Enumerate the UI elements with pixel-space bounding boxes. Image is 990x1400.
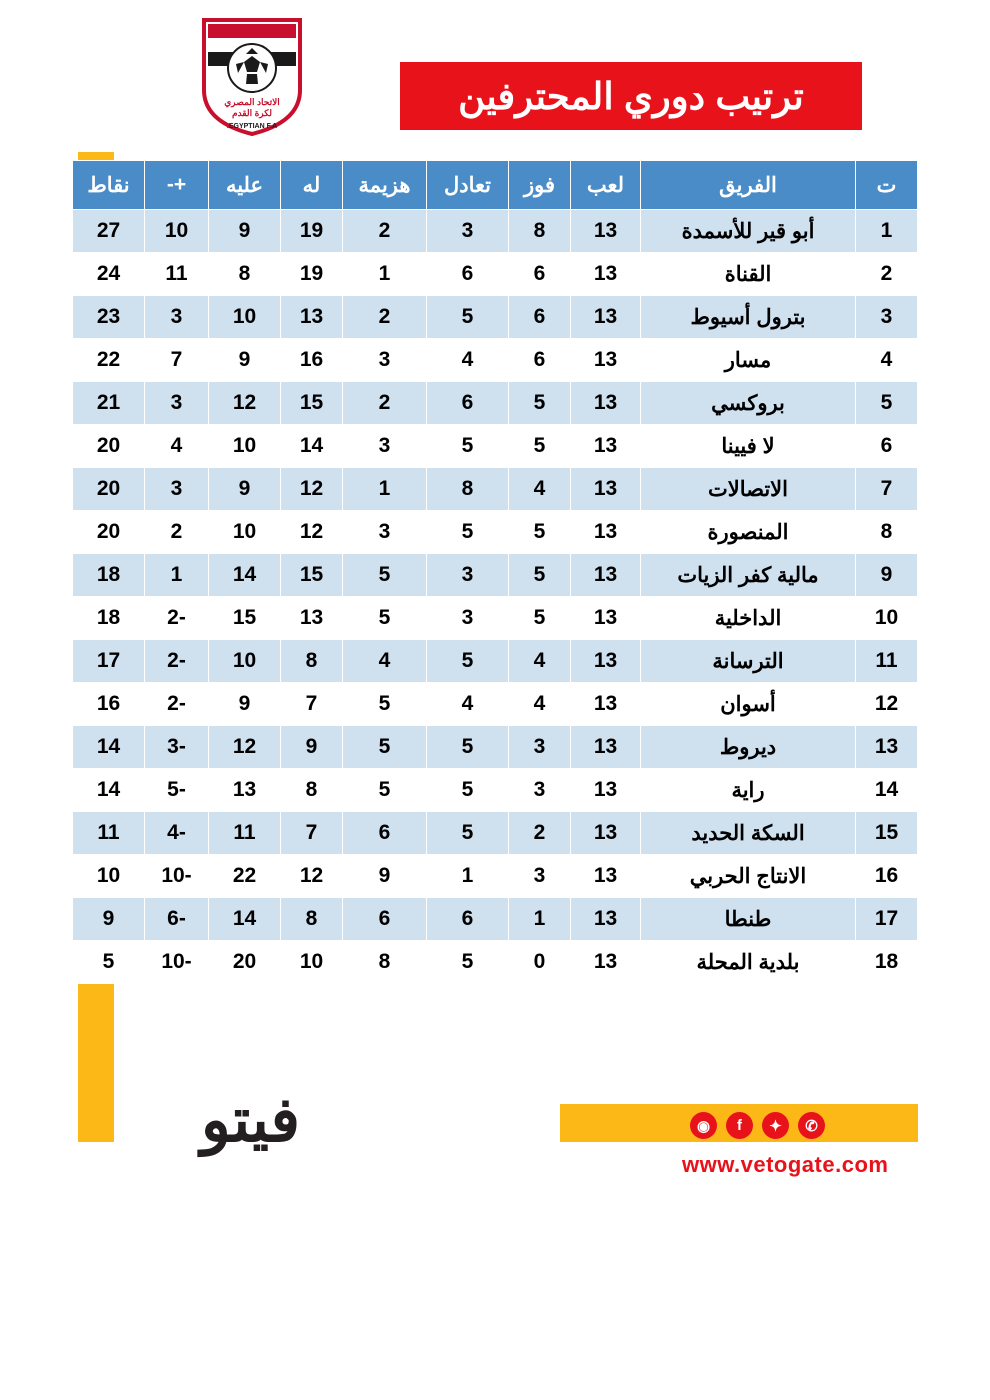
cell-rank: 9 [856, 554, 918, 597]
cell-points: 18 [73, 554, 145, 597]
cell-against: 10 [209, 296, 281, 339]
cell-played: 13 [571, 382, 641, 425]
table-row [73, 769, 918, 812]
cell-for: 19 [281, 253, 343, 296]
cell-diff: 3 [145, 382, 209, 425]
cell-points: 23 [73, 296, 145, 339]
cell-played: 13 [571, 941, 641, 984]
table-row [73, 683, 918, 726]
cell-points: 5 [73, 941, 145, 984]
cell-loss: 5 [343, 683, 427, 726]
cell-played: 13 [571, 296, 641, 339]
cell-team: راية [641, 769, 856, 812]
cell-draw: 3 [427, 597, 509, 640]
cell-loss: 5 [343, 554, 427, 597]
col-header-loss: هزيمة [343, 161, 427, 210]
cell-points: 27 [73, 210, 145, 253]
cell-played: 13 [571, 683, 641, 726]
table-row [73, 296, 918, 339]
table-row [73, 210, 918, 253]
cell-points: 21 [73, 382, 145, 425]
cell-loss: 5 [343, 769, 427, 812]
page-title-banner [400, 62, 862, 130]
cell-team: بترول أسيوط [641, 296, 856, 339]
cell-points: 20 [73, 468, 145, 511]
cell-draw: 5 [427, 511, 509, 554]
cell-rank: 16 [856, 855, 918, 898]
cell-played: 13 [571, 898, 641, 941]
cell-points: 11 [73, 812, 145, 855]
cell-played: 13 [571, 554, 641, 597]
standings-table [72, 160, 918, 984]
cell-loss: 3 [343, 511, 427, 554]
cell-draw: 4 [427, 683, 509, 726]
cell-points: 22 [73, 339, 145, 382]
cell-rank: 8 [856, 511, 918, 554]
cell-draw: 6 [427, 253, 509, 296]
cell-rank: 6 [856, 425, 918, 468]
cell-loss: 2 [343, 210, 427, 253]
cell-diff: -2 [145, 640, 209, 683]
cell-played: 13 [571, 640, 641, 683]
cell-for: 9 [281, 726, 343, 769]
table-row [73, 511, 918, 554]
cell-win: 5 [509, 382, 571, 425]
cell-against: 13 [209, 769, 281, 812]
cell-draw: 3 [427, 554, 509, 597]
cell-rank: 4 [856, 339, 918, 382]
cell-team: لا فيينا [641, 425, 856, 468]
cell-rank: 15 [856, 812, 918, 855]
cell-win: 3 [509, 726, 571, 769]
cell-loss: 1 [343, 468, 427, 511]
col-header-draw: تعادل [427, 161, 509, 210]
cell-rank: 17 [856, 898, 918, 941]
cell-rank: 1 [856, 210, 918, 253]
cell-team: طنطا [641, 898, 856, 941]
cell-draw: 5 [427, 425, 509, 468]
cell-loss: 4 [343, 640, 427, 683]
cell-diff: 3 [145, 468, 209, 511]
cell-win: 0 [509, 941, 571, 984]
cell-diff: 1 [145, 554, 209, 597]
cell-loss: 5 [343, 726, 427, 769]
cell-for: 8 [281, 769, 343, 812]
cell-team: مسار [641, 339, 856, 382]
cell-team: السكة الحديد [641, 812, 856, 855]
cell-diff: 3 [145, 296, 209, 339]
whatsapp-icon[interactable]: ✆ [798, 1112, 825, 1139]
cell-against: 10 [209, 425, 281, 468]
cell-loss: 6 [343, 812, 427, 855]
cell-points: 9 [73, 898, 145, 941]
svg-text:الاتحاد المصري: الاتحاد المصري [224, 97, 280, 107]
col-header-diff: +- [145, 161, 209, 210]
cell-diff: 4 [145, 425, 209, 468]
cell-team: بروكسي [641, 382, 856, 425]
cell-against: 9 [209, 210, 281, 253]
cell-team: أبو قير للأسمدة [641, 210, 856, 253]
cell-against: 9 [209, 683, 281, 726]
cell-points: 20 [73, 425, 145, 468]
cell-against: 9 [209, 339, 281, 382]
table-row [73, 554, 918, 597]
cell-draw: 8 [427, 468, 509, 511]
cell-rank: 2 [856, 253, 918, 296]
cell-diff: -2 [145, 683, 209, 726]
cell-team: الاتصالات [641, 468, 856, 511]
cell-played: 13 [571, 511, 641, 554]
col-header-team: الفريق [641, 161, 856, 210]
cell-draw: 5 [427, 296, 509, 339]
cell-draw: 5 [427, 726, 509, 769]
cell-team: الانتاج الحربي [641, 855, 856, 898]
cell-loss: 6 [343, 898, 427, 941]
col-header-points: نقاط [73, 161, 145, 210]
cell-diff: -10 [145, 941, 209, 984]
cell-rank: 13 [856, 726, 918, 769]
cell-rank: 7 [856, 468, 918, 511]
cell-win: 5 [509, 554, 571, 597]
table-row [73, 640, 918, 683]
cell-team: مالية كفر الزيات [641, 554, 856, 597]
cell-team: ديروط [641, 726, 856, 769]
egyptian-fa-logo [196, 18, 308, 136]
cell-win: 6 [509, 296, 571, 339]
cell-against: 9 [209, 468, 281, 511]
cell-diff: 2 [145, 511, 209, 554]
cell-rank: 18 [856, 941, 918, 984]
cell-against: 8 [209, 253, 281, 296]
veto-brand-text: فيتو [200, 1086, 300, 1155]
cell-win: 3 [509, 855, 571, 898]
cell-points: 10 [73, 855, 145, 898]
cell-against: 20 [209, 941, 281, 984]
cell-team: بلدية المحلة [641, 941, 856, 984]
cell-team: الداخلية [641, 597, 856, 640]
cell-against: 12 [209, 382, 281, 425]
cell-played: 13 [571, 855, 641, 898]
cell-for: 8 [281, 640, 343, 683]
col-header-rank: ت [856, 161, 918, 210]
facebook-icon[interactable]: f [726, 1112, 753, 1139]
cell-against: 22 [209, 855, 281, 898]
cell-diff: -2 [145, 597, 209, 640]
cell-played: 13 [571, 468, 641, 511]
cell-points: 24 [73, 253, 145, 296]
cell-played: 13 [571, 726, 641, 769]
cell-played: 13 [571, 253, 641, 296]
cell-for: 12 [281, 855, 343, 898]
cell-played: 13 [571, 597, 641, 640]
cell-loss: 2 [343, 382, 427, 425]
cell-win: 6 [509, 253, 571, 296]
table-row [73, 597, 918, 640]
table-header-row [73, 161, 918, 210]
cell-win: 5 [509, 511, 571, 554]
cell-rank: 5 [856, 382, 918, 425]
cell-loss: 9 [343, 855, 427, 898]
col-header-win: فوز [509, 161, 571, 210]
cell-played: 13 [571, 339, 641, 382]
cell-draw: 3 [427, 210, 509, 253]
cell-draw: 5 [427, 941, 509, 984]
cell-for: 15 [281, 554, 343, 597]
cell-for: 13 [281, 296, 343, 339]
cell-loss: 1 [343, 253, 427, 296]
cell-team: القناة [641, 253, 856, 296]
cell-against: 14 [209, 554, 281, 597]
cell-win: 2 [509, 812, 571, 855]
table-row [73, 339, 918, 382]
cell-draw: 4 [427, 339, 509, 382]
cell-against: 14 [209, 898, 281, 941]
cell-points: 20 [73, 511, 145, 554]
cell-win: 4 [509, 468, 571, 511]
table-row [73, 855, 918, 898]
col-header-for: له [281, 161, 343, 210]
cell-team: الترسانة [641, 640, 856, 683]
cell-loss: 2 [343, 296, 427, 339]
cell-against: 15 [209, 597, 281, 640]
table-row [73, 812, 918, 855]
cell-for: 10 [281, 941, 343, 984]
cell-for: 19 [281, 210, 343, 253]
cell-for: 13 [281, 597, 343, 640]
cell-points: 14 [73, 726, 145, 769]
cell-team: المنصورة [641, 511, 856, 554]
cell-win: 5 [509, 597, 571, 640]
cell-rank: 10 [856, 597, 918, 640]
cell-diff: -5 [145, 769, 209, 812]
table-row [73, 726, 918, 769]
instagram-icon[interactable]: ◉ [690, 1112, 717, 1139]
cell-for: 15 [281, 382, 343, 425]
table-row [73, 382, 918, 425]
social-icons[interactable] [690, 1112, 825, 1139]
twitter-icon[interactable]: ✦ [762, 1112, 789, 1139]
table-row [73, 468, 918, 511]
cell-for: 12 [281, 511, 343, 554]
table-row [73, 425, 918, 468]
cell-for: 14 [281, 425, 343, 468]
cell-loss: 3 [343, 339, 427, 382]
table-row [73, 941, 918, 984]
cell-win: 6 [509, 339, 571, 382]
cell-win: 3 [509, 769, 571, 812]
svg-text:لكرة القدم: لكرة القدم [232, 108, 272, 118]
cell-loss: 8 [343, 941, 427, 984]
standings-table-container [87, 160, 918, 984]
page-title: ترتيب دوري المحترفين [458, 75, 804, 117]
cell-against: 10 [209, 640, 281, 683]
col-header-against: عليه [209, 161, 281, 210]
cell-draw: 5 [427, 640, 509, 683]
page-header [0, 0, 990, 150]
cell-draw: 6 [427, 382, 509, 425]
cell-for: 12 [281, 468, 343, 511]
cell-win: 8 [509, 210, 571, 253]
cell-win: 5 [509, 425, 571, 468]
cell-draw: 6 [427, 898, 509, 941]
cell-against: 11 [209, 812, 281, 855]
svg-text:EGYPTIAN F.A.: EGYPTIAN F.A. [226, 123, 278, 130]
cell-played: 13 [571, 210, 641, 253]
website-url[interactable]: www.vetogate.com [682, 1152, 889, 1177]
col-header-played: لعب [571, 161, 641, 210]
cell-diff: 11 [145, 253, 209, 296]
veto-brand-logo [150, 1085, 300, 1157]
cell-diff: -6 [145, 898, 209, 941]
cell-draw: 5 [427, 769, 509, 812]
cell-for: 7 [281, 683, 343, 726]
cell-diff: -3 [145, 726, 209, 769]
cell-win: 1 [509, 898, 571, 941]
cell-diff: -10 [145, 855, 209, 898]
cell-points: 17 [73, 640, 145, 683]
cell-played: 13 [571, 812, 641, 855]
cell-played: 13 [571, 769, 641, 812]
cell-rank: 14 [856, 769, 918, 812]
cell-against: 10 [209, 511, 281, 554]
cell-diff: -4 [145, 812, 209, 855]
cell-for: 8 [281, 898, 343, 941]
cell-rank: 12 [856, 683, 918, 726]
cell-loss: 3 [343, 425, 427, 468]
cell-points: 18 [73, 597, 145, 640]
cell-rank: 11 [856, 640, 918, 683]
cell-played: 13 [571, 425, 641, 468]
cell-diff: 7 [145, 339, 209, 382]
cell-draw: 5 [427, 812, 509, 855]
cell-win: 4 [509, 683, 571, 726]
table-row [73, 898, 918, 941]
cell-loss: 5 [343, 597, 427, 640]
cell-team: أسوان [641, 683, 856, 726]
cell-draw: 1 [427, 855, 509, 898]
cell-win: 4 [509, 640, 571, 683]
cell-diff: 10 [145, 210, 209, 253]
standings-body [73, 210, 918, 984]
cell-for: 16 [281, 339, 343, 382]
cell-for: 7 [281, 812, 343, 855]
cell-rank: 3 [856, 296, 918, 339]
cell-points: 16 [73, 683, 145, 726]
cell-points: 14 [73, 769, 145, 812]
cell-against: 12 [209, 726, 281, 769]
table-row [73, 253, 918, 296]
